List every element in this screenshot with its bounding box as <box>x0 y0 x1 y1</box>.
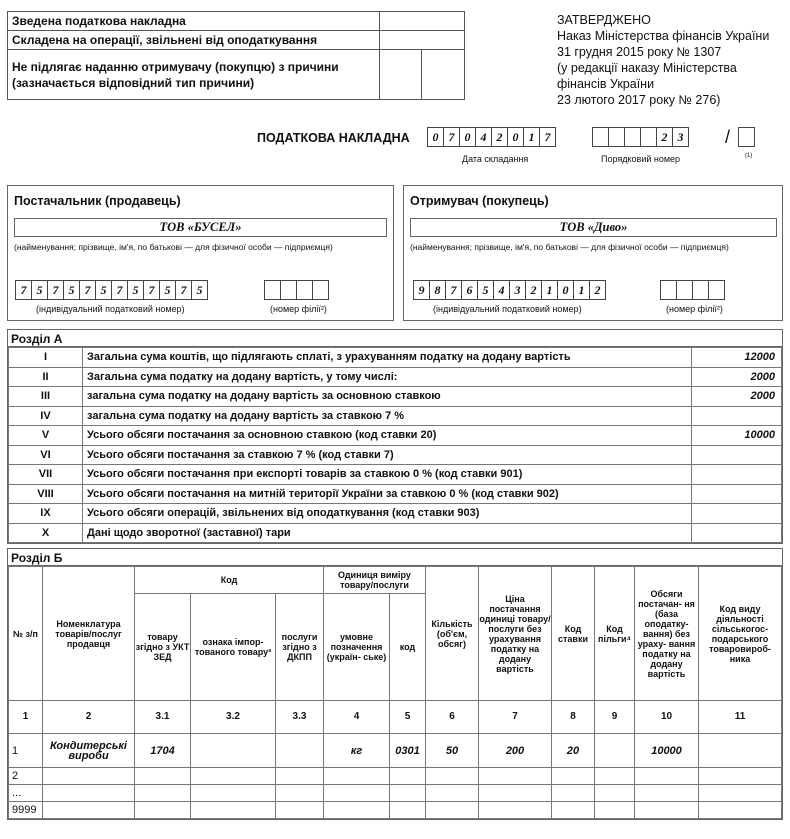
header-check-3a[interactable] <box>380 50 422 100</box>
cell-price[interactable]: 200 <box>479 734 552 768</box>
digit-cell[interactable]: 5 <box>477 280 494 300</box>
col-header-unit: Одиниця виміру товару/послуги <box>324 567 426 594</box>
cell-activity[interactable] <box>699 734 782 768</box>
digit-cell[interactable]: 5 <box>159 280 176 300</box>
digit-cell[interactable]: 0 <box>557 280 574 300</box>
digit-cell[interactable]: 7 <box>111 280 128 300</box>
column-number: 1 <box>9 701 43 734</box>
cell-unit-code[interactable] <box>390 768 426 785</box>
cell-uktzed[interactable] <box>135 768 191 785</box>
suffix-cells[interactable] <box>738 127 754 147</box>
col-header-benefit: Код пільги⁴ <box>595 567 635 701</box>
cell-no: 2 <box>9 768 43 785</box>
digit-cell[interactable]: 2 <box>491 127 508 147</box>
cell-unit-code[interactable] <box>390 785 426 802</box>
buyer-tax-cells[interactable] <box>413 280 605 300</box>
digit-cell[interactable]: 7 <box>539 127 556 147</box>
digit-cell[interactable]: 7 <box>79 280 96 300</box>
digit-cell[interactable]: 5 <box>95 280 112 300</box>
digit-cell[interactable] <box>312 280 329 300</box>
cell-name[interactable] <box>43 785 135 802</box>
section-b-row <box>9 734 782 768</box>
row-value[interactable] <box>692 406 782 426</box>
row-value[interactable] <box>692 504 782 524</box>
section-a-row <box>9 406 782 426</box>
approval-line: ЗАТВЕРДЖЕНО <box>557 13 651 27</box>
digit-cell[interactable]: 0 <box>507 127 524 147</box>
cell-benefit[interactable] <box>595 734 635 768</box>
cell-unit[interactable] <box>324 768 390 785</box>
row-code: VIII <box>9 484 83 504</box>
cell-name[interactable] <box>43 802 135 819</box>
header-table <box>7 11 465 100</box>
approval-line: 31 грудня 2015 року № 1307 <box>557 45 722 59</box>
buyer-title: Отримувач (покупець) <box>410 194 549 208</box>
row-value[interactable]: 2000 <box>692 367 782 387</box>
col-header-price: Ціна постачання одиниці товару/ послуги без урахування податку на додану вартість <box>479 567 552 701</box>
cell-dkpp[interactable] <box>276 768 324 785</box>
section-a-row <box>9 465 782 485</box>
cell-qty[interactable] <box>426 785 479 802</box>
digit-cell[interactable]: 1 <box>541 280 558 300</box>
buyer-name-caption: (найменування; прізвище, ім'я, по батькові — для фізичної особи — підприємця) <box>410 242 729 252</box>
cell-uktzed[interactable] <box>135 802 191 819</box>
cell-name[interactable] <box>43 768 135 785</box>
number-cells[interactable] <box>592 127 688 147</box>
cell-benefit[interactable] <box>595 802 635 819</box>
digit-cell[interactable]: 3 <box>509 280 526 300</box>
row-code: II <box>9 367 83 387</box>
digit-cell[interactable] <box>640 127 657 147</box>
cell-volume[interactable] <box>635 802 699 819</box>
row-code: I <box>9 348 83 368</box>
header-row-reason: Не підлягає наданню отримувачу (покупцю) з причини (зазначається відповідний тип причини) <box>8 50 380 100</box>
buyer-branch-cells[interactable] <box>660 280 724 300</box>
digit-cell[interactable]: 4 <box>493 280 510 300</box>
digit-cell[interactable]: 2 <box>525 280 542 300</box>
supplier-branch-cells[interactable] <box>264 280 328 300</box>
section-a-row <box>9 387 782 407</box>
row-text: Усього обсяги постачання за ставкою 7 % (код ставки 7) <box>83 445 692 465</box>
digit-cell[interactable]: 0 <box>459 127 476 147</box>
digit-cell[interactable] <box>264 280 281 300</box>
cell-dkpp[interactable] <box>276 734 324 768</box>
digit-cell[interactable] <box>692 280 709 300</box>
column-number: 7 <box>479 701 552 734</box>
digit-cell[interactable]: 6 <box>461 280 478 300</box>
digit-cell[interactable]: 2 <box>656 127 673 147</box>
row-text: Усього обсяги постачання на митній території України за ставкою 0 % (код ставки 902) <box>83 484 692 504</box>
row-code: VII <box>9 465 83 485</box>
row-code: VI <box>9 445 83 465</box>
section-b-table <box>8 566 782 819</box>
approval-line: Наказ Міністерства фінансів України <box>557 29 770 43</box>
digit-cell[interactable]: 9 <box>413 280 430 300</box>
cell-name[interactable]: Кондитерські вироби <box>43 734 135 768</box>
cell-no: 1 <box>9 734 43 768</box>
buyer-name-field[interactable]: ТОВ «Диво» <box>410 218 777 237</box>
col-header-dkpp: послуги згідно з ДКПП <box>276 594 324 701</box>
section-a-row <box>9 523 782 543</box>
buyer-tax-caption: (індивідуальний податковий номер) <box>433 304 582 314</box>
cell-imp[interactable] <box>191 785 276 802</box>
cell-benefit[interactable] <box>595 785 635 802</box>
digit-cell[interactable]: 2 <box>589 280 606 300</box>
cell-volume[interactable] <box>635 785 699 802</box>
digit-cell[interactable]: 7 <box>443 127 460 147</box>
cell-unit-code[interactable] <box>390 802 426 819</box>
col-header-unit-name: умовне позначення (україн- ське) <box>324 594 390 701</box>
digit-cell[interactable]: 5 <box>63 280 80 300</box>
cell-unit[interactable] <box>324 785 390 802</box>
row-value[interactable] <box>692 445 782 465</box>
cell-rate[interactable]: 20 <box>552 734 595 768</box>
digit-cell[interactable] <box>660 280 677 300</box>
supplier-box <box>7 185 394 321</box>
header-check-1[interactable] <box>380 12 465 31</box>
date-label: Дата складання <box>462 154 529 164</box>
digit-cell[interactable] <box>624 127 641 147</box>
cell-price[interactable] <box>479 802 552 819</box>
cell-price[interactable] <box>479 785 552 802</box>
column-number: 2 <box>43 701 135 734</box>
header-check-2[interactable] <box>380 31 465 50</box>
supplier-tax-cells[interactable] <box>15 280 207 300</box>
section-b-title: Розділ Б <box>8 549 782 566</box>
column-number: 10 <box>635 701 699 734</box>
row-code: III <box>9 387 83 407</box>
col-header-activity: Код виду діяльності сільськогос- подарського товаровироб- ника <box>699 567 782 701</box>
cell-uktzed[interactable]: 1704 <box>135 734 191 768</box>
header-check-3b[interactable] <box>422 50 465 100</box>
cell-benefit[interactable] <box>595 768 635 785</box>
row-code: V <box>9 426 83 446</box>
cell-uktzed[interactable] <box>135 785 191 802</box>
digit-cell[interactable]: 0 <box>427 127 444 147</box>
digit-cell[interactable]: 7 <box>445 280 462 300</box>
approval-line: 23 лютого 2017 року № 276) <box>557 93 721 107</box>
cell-volume[interactable]: 10000 <box>635 734 699 768</box>
invoice-title: ПОДАТКОВА НАКЛАДНА <box>257 131 410 145</box>
digit-cell[interactable] <box>676 280 693 300</box>
col-header-uktzed: товару згідно з УКТ ЗЕД <box>135 594 191 701</box>
section-a-table <box>8 347 782 543</box>
col-header-qty: Кількість (об'єм, обсяг) <box>426 567 479 701</box>
row-code: X <box>9 523 83 543</box>
row-value[interactable] <box>692 465 782 485</box>
column-number: 3.1 <box>135 701 191 734</box>
cell-imp[interactable] <box>191 768 276 785</box>
supplier-title: Постачальник (продавець) <box>14 194 181 208</box>
header-row-summary: Зведена податкова накладна <box>8 12 380 31</box>
row-value[interactable]: 2000 <box>692 387 782 407</box>
section-a-row <box>9 426 782 446</box>
digit-cell[interactable]: 1 <box>573 280 590 300</box>
row-text: Дані щодо зворотної (заставної) тари <box>83 523 692 543</box>
number-label: Порядковий номер <box>601 154 681 164</box>
cell-qty[interactable] <box>426 768 479 785</box>
section-a-row <box>9 445 782 465</box>
row-text: Усього обсяги постачання при експорті товарів за ставкою 0 % (код ставки 901) <box>83 465 692 485</box>
suffix-note: (1) <box>745 153 753 159</box>
digit-cell[interactable] <box>280 280 297 300</box>
digit-cell[interactable] <box>708 280 725 300</box>
cell-activity[interactable] <box>699 785 782 802</box>
row-code: IX <box>9 504 83 524</box>
cell-unit[interactable]: кг <box>324 734 390 768</box>
cell-dkpp[interactable] <box>276 802 324 819</box>
date-cells[interactable] <box>427 127 555 147</box>
buyer-box <box>403 185 783 321</box>
digit-cell[interactable]: 7 <box>175 280 192 300</box>
digit-cell[interactable]: 7 <box>47 280 64 300</box>
column-number: 11 <box>699 701 782 734</box>
row-text: Усього обсяги операцій, звільнених від оподаткування (код ставки 903) <box>83 504 692 524</box>
column-number: 9 <box>595 701 635 734</box>
row-text: загальна сума податку на додану вартість за основною ставкою <box>83 387 692 407</box>
digit-cell[interactable]: 8 <box>429 280 446 300</box>
cell-unit-code[interactable]: 0301 <box>390 734 426 768</box>
cell-no: ... <box>9 785 43 802</box>
supplier-branch-caption: (номер філії²) <box>270 304 327 314</box>
section-b-row <box>9 785 782 802</box>
supplier-name-field[interactable]: ТОВ «БУСЕЛ» <box>14 218 387 237</box>
digit-cell[interactable]: 5 <box>127 280 144 300</box>
cell-no: 9999 <box>9 802 43 819</box>
row-text: Загальна сума податку на додану вартість, у тому числі: <box>83 367 692 387</box>
digit-cell[interactable]: 5 <box>31 280 48 300</box>
col-header-rate: Код ставки <box>552 567 595 701</box>
col-header-volume: Обсяги постачан- ня (база оподатку- вання) без ураху- вання податку на додану вартість <box>635 567 699 701</box>
row-code: IV <box>9 406 83 426</box>
digit-cell[interactable]: 7 <box>143 280 160 300</box>
row-text: Усього обсяги постачання за основною ставкою (код ставки 20) <box>83 426 692 446</box>
digit-cell[interactable]: 5 <box>191 280 208 300</box>
col-header-unit-code: код <box>390 594 426 701</box>
column-number: 3.3 <box>276 701 324 734</box>
column-number: 3.2 <box>191 701 276 734</box>
cell-activity[interactable] <box>699 802 782 819</box>
section-a-row <box>9 348 782 368</box>
cell-dkpp[interactable] <box>276 785 324 802</box>
cell-price[interactable] <box>479 768 552 785</box>
supplier-tax-caption: (індивідуальний податковий номер) <box>36 304 185 314</box>
column-number: 6 <box>426 701 479 734</box>
cell-qty[interactable] <box>426 802 479 819</box>
cell-imp[interactable] <box>191 734 276 768</box>
section-b-row <box>9 802 782 819</box>
cell-rate[interactable] <box>552 785 595 802</box>
buyer-branch-caption: (номер філії²) <box>666 304 723 314</box>
col-header-name: Номенклатура товарів/послуг продавця <box>43 567 135 701</box>
row-value[interactable] <box>692 484 782 504</box>
cell-unit[interactable] <box>324 802 390 819</box>
digit-cell[interactable]: 1 <box>523 127 540 147</box>
cell-qty[interactable]: 50 <box>426 734 479 768</box>
digit-cell[interactable]: 7 <box>15 280 32 300</box>
section-a-title: Розділ А <box>8 330 782 347</box>
approval-line: фінансів України <box>557 77 655 91</box>
number-slash: / <box>725 127 731 147</box>
cell-rate[interactable] <box>552 802 595 819</box>
approval-block <box>557 12 787 108</box>
digit-cell[interactable] <box>608 127 625 147</box>
row-text: Загальна сума коштів, що підлягають сплаті, з урахуванням податку на додану вартість <box>83 348 692 368</box>
supplier-name-caption: (найменування; прізвище, ім'я, по батькові — для фізичної особи — підприємця) <box>14 242 333 252</box>
section-b-row <box>9 768 782 785</box>
cell-imp[interactable] <box>191 802 276 819</box>
column-number: 4 <box>324 701 390 734</box>
row-value[interactable]: 12000 <box>692 348 782 368</box>
row-text: загальна сума податку на додану вартість за ставкою 7 % <box>83 406 692 426</box>
section-a <box>7 329 783 544</box>
section-a-row <box>9 367 782 387</box>
column-number: 5 <box>390 701 426 734</box>
digit-cell[interactable]: 3 <box>672 127 689 147</box>
col-header-no: № з/п <box>9 567 43 701</box>
section-a-row <box>9 504 782 524</box>
cell-volume[interactable] <box>635 768 699 785</box>
digit-cell[interactable] <box>592 127 609 147</box>
header-row-exempt: Складена на операції, звільнені від оподаткування <box>8 31 380 50</box>
section-b <box>7 548 783 820</box>
digit-cell[interactable]: 4 <box>475 127 492 147</box>
column-number: 8 <box>552 701 595 734</box>
cell-activity[interactable] <box>699 768 782 785</box>
digit-cell[interactable] <box>738 127 755 147</box>
section-a-row <box>9 484 782 504</box>
digit-cell[interactable] <box>296 280 313 300</box>
cell-rate[interactable] <box>552 768 595 785</box>
row-value[interactable]: 10000 <box>692 426 782 446</box>
col-header-code: Код <box>135 567 324 594</box>
approval-line: (у редакції наказу Міністерства <box>557 61 737 75</box>
col-header-import: ознака імпор- тованого товару³ <box>191 594 276 701</box>
row-value[interactable] <box>692 523 782 543</box>
